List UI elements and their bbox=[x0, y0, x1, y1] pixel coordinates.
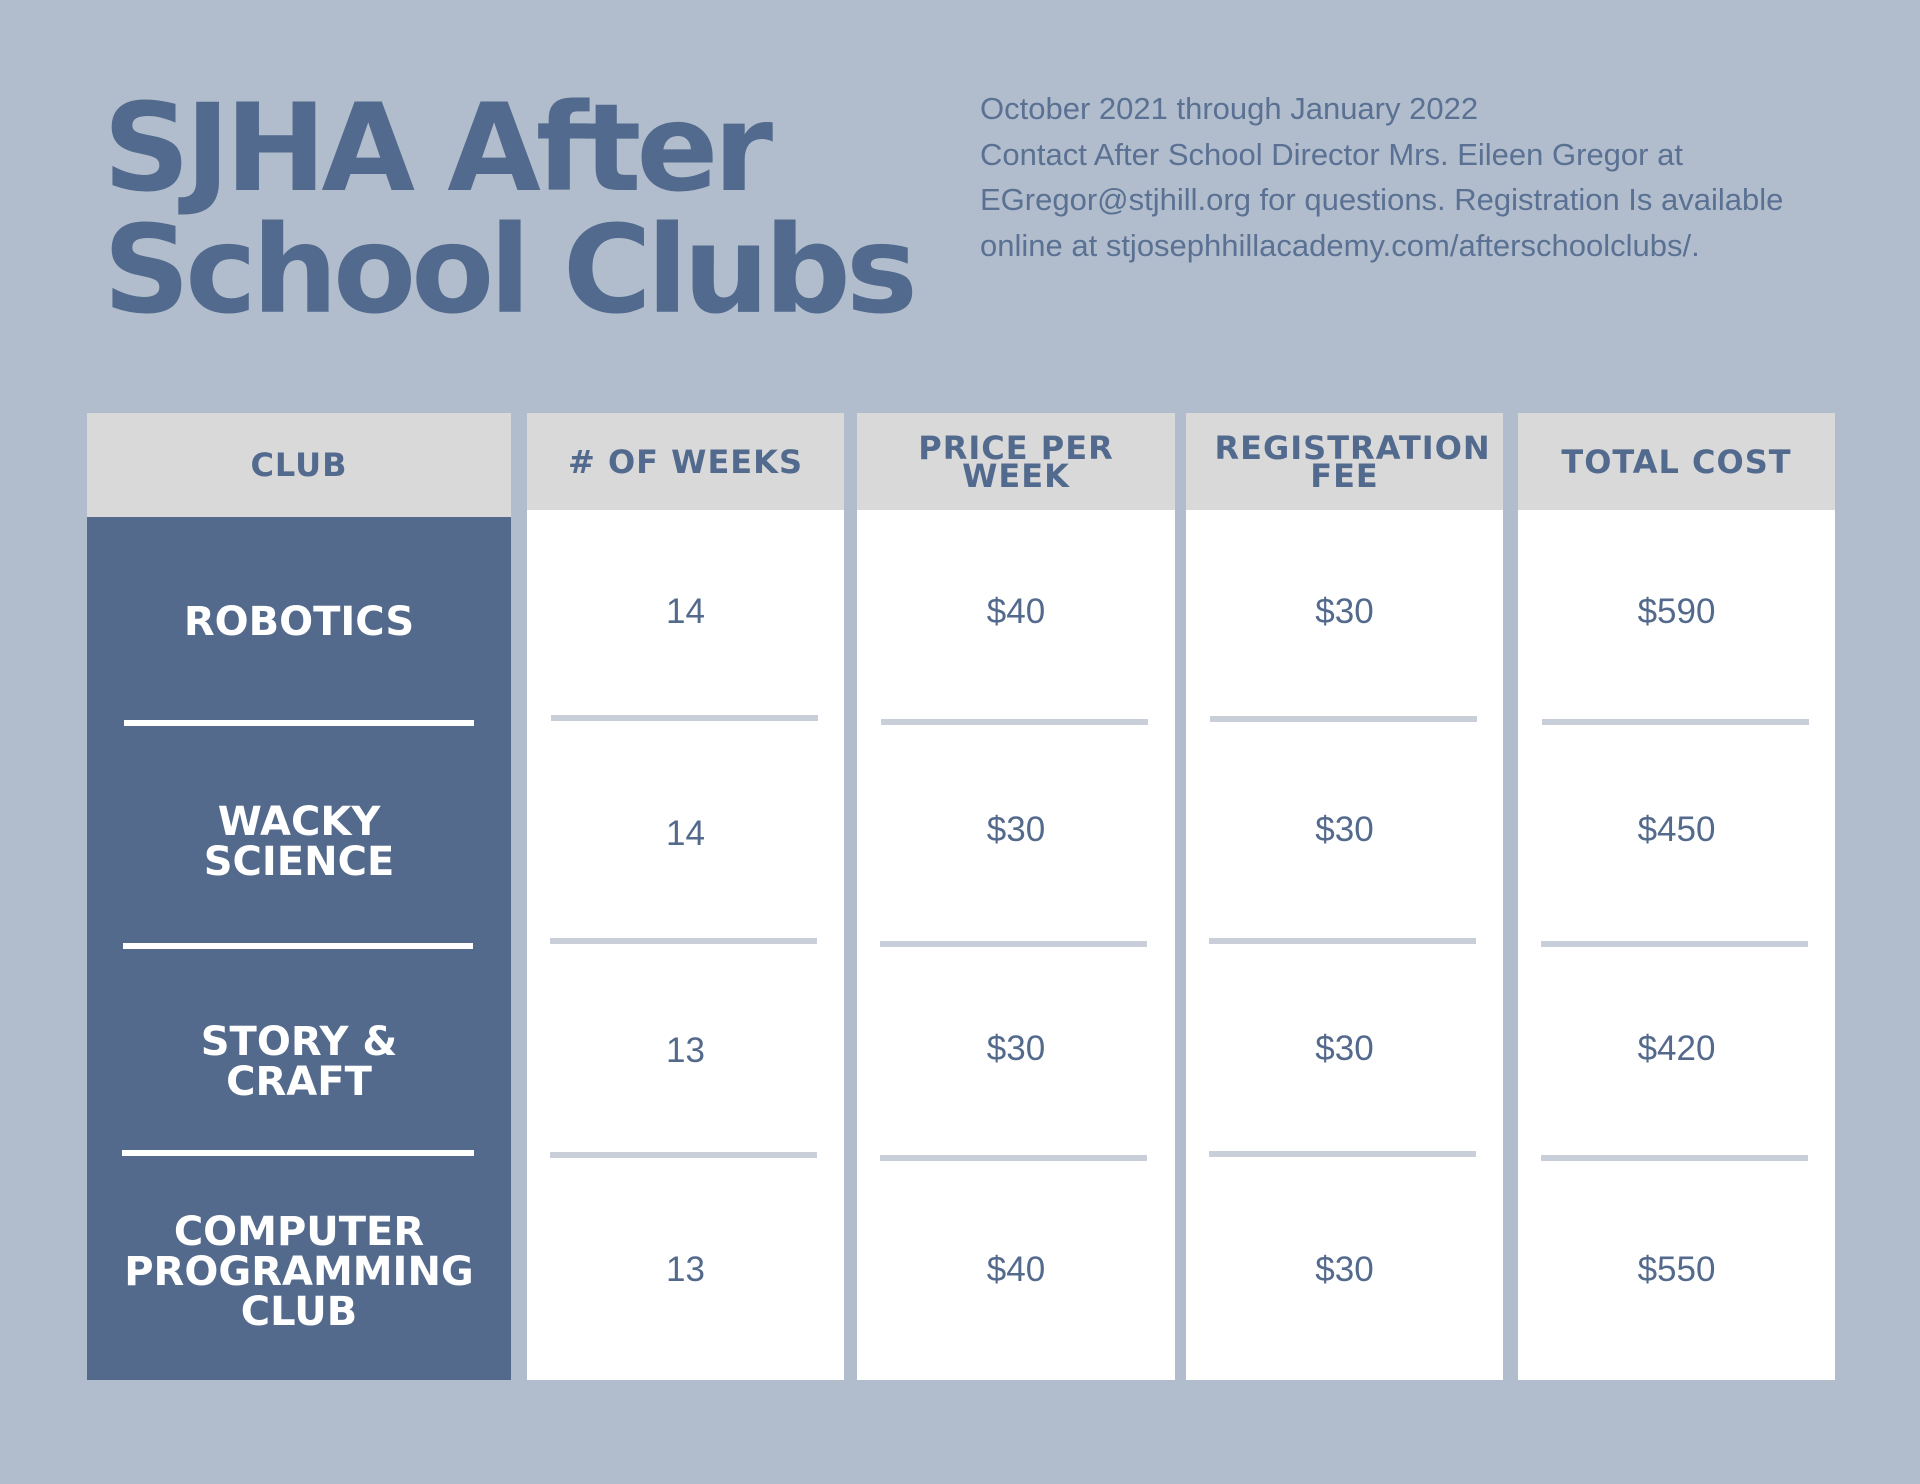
registration-cell: $30 bbox=[1315, 1250, 1374, 1289]
row-divider bbox=[1209, 938, 1476, 944]
title-line-1: SJHA After bbox=[103, 78, 769, 219]
club-name-wacky-science: WACKY SCIENCE bbox=[203, 799, 395, 885]
price-column bbox=[857, 413, 1175, 1380]
weeks-cell: 14 bbox=[666, 814, 705, 853]
club-column bbox=[87, 413, 511, 1380]
registration-cell: $30 bbox=[1315, 592, 1374, 631]
total-cell: $420 bbox=[1637, 1029, 1716, 1068]
info-contact: Contact After School Director Mrs. Eileen Gregor at bbox=[980, 136, 1683, 172]
club-name-robotics: ROBOTICS bbox=[183, 599, 415, 645]
row-divider bbox=[1209, 1151, 1476, 1157]
club-header-label: CLUB bbox=[250, 446, 348, 484]
club-divider bbox=[123, 943, 473, 949]
price-cell: $30 bbox=[986, 810, 1046, 849]
row-divider bbox=[550, 1152, 817, 1158]
club-column-body bbox=[87, 517, 511, 1380]
registration-cell: $30 bbox=[1315, 810, 1374, 849]
total-cell: $590 bbox=[1637, 592, 1716, 631]
club-header bbox=[87, 413, 511, 517]
weeks-cell: 14 bbox=[666, 592, 705, 631]
registration-cell: $30 bbox=[1315, 1029, 1374, 1068]
price-cell: $40 bbox=[986, 1250, 1046, 1289]
weeks-cell: 13 bbox=[666, 1250, 705, 1289]
club-name-computer-programming: COMPUTER PROGRAMMING CLUB bbox=[124, 1209, 474, 1335]
price-cell: $40 bbox=[986, 592, 1046, 631]
club-divider bbox=[122, 1150, 474, 1156]
info-registration-url: online at stjosephhillacademy.com/afterschoolclubs/. bbox=[980, 227, 1700, 263]
row-divider bbox=[1210, 716, 1477, 722]
row-divider bbox=[1541, 1155, 1808, 1161]
registration-header bbox=[1186, 413, 1503, 510]
row-divider bbox=[1541, 941, 1808, 947]
total-cell: $550 bbox=[1637, 1250, 1716, 1289]
price-header-label: PRICE PER WEEK bbox=[918, 428, 1114, 495]
row-divider bbox=[880, 1155, 1147, 1161]
title-line-2: School Clubs bbox=[103, 200, 913, 341]
row-divider bbox=[551, 715, 818, 721]
info-email: EGregor@stjhill.org for questions. Registration Is available bbox=[980, 182, 1784, 217]
registration-header-label: REGISTRATION FEE bbox=[1214, 428, 1491, 495]
weeks-cell: 13 bbox=[666, 1031, 705, 1070]
club-divider bbox=[124, 720, 474, 726]
price-header bbox=[857, 413, 1175, 510]
total-header-label: TOTAL COST bbox=[1561, 442, 1792, 481]
club-name-story-craft: STORY & CRAFT bbox=[200, 1019, 398, 1105]
weeks-column-body bbox=[527, 510, 844, 1380]
total-cell: $450 bbox=[1637, 810, 1716, 849]
registration-column-body bbox=[1186, 510, 1503, 1380]
row-divider bbox=[1542, 719, 1809, 725]
weeks-header-label: # OF WEEKS bbox=[567, 442, 803, 481]
row-divider bbox=[880, 941, 1147, 947]
row-divider bbox=[881, 719, 1148, 725]
weeks-column bbox=[527, 413, 844, 1380]
price-column-body bbox=[857, 510, 1175, 1380]
price-cell: $30 bbox=[986, 1029, 1046, 1068]
info-dates: October 2021 through January 2022 bbox=[980, 91, 1479, 126]
page-title bbox=[103, 78, 913, 341]
info-text bbox=[980, 86, 1860, 268]
total-column bbox=[1518, 413, 1835, 1380]
total-header bbox=[1518, 413, 1835, 510]
row-divider bbox=[550, 938, 817, 944]
weeks-header bbox=[527, 413, 844, 510]
total-column-body bbox=[1518, 510, 1835, 1380]
registration-column bbox=[1186, 413, 1503, 1380]
